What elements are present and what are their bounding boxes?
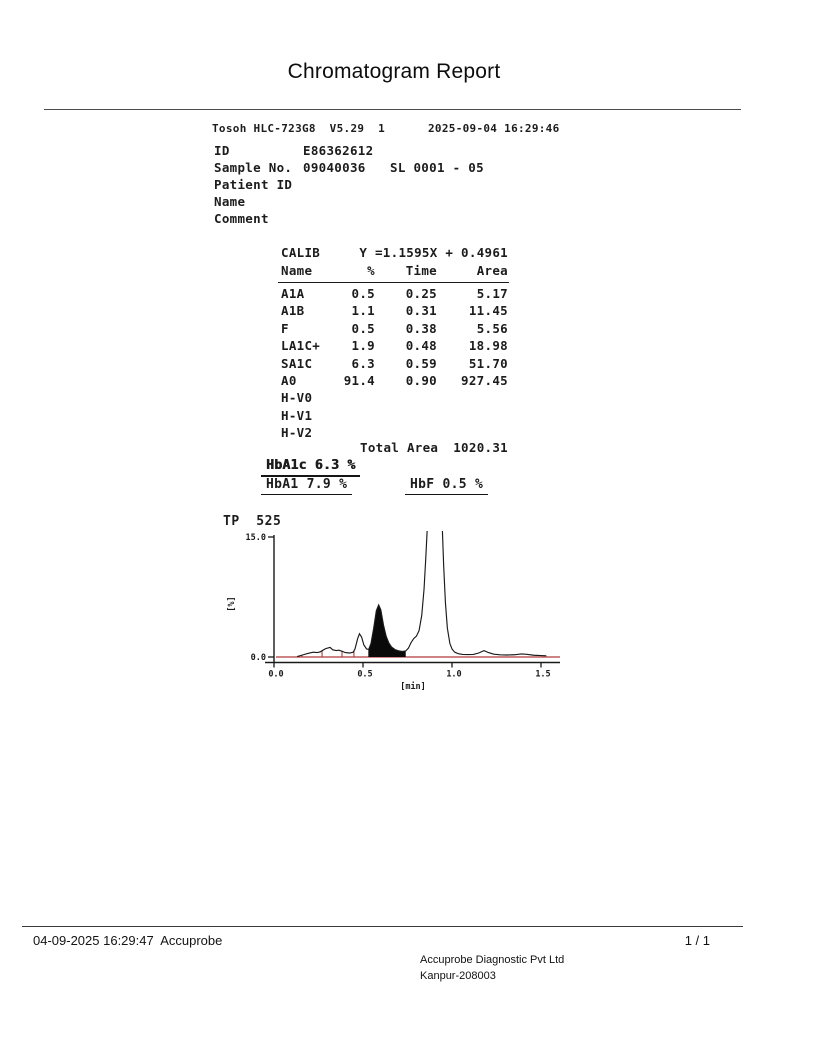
calib-equation: Y =1.1595X + 0.4961 (359, 245, 508, 260)
table-cell: A1B (281, 303, 305, 319)
result-hba1c: HbA1c 6.3 % (261, 458, 360, 477)
calib-label: CALIB (281, 245, 321, 260)
table-cell: 5.56 (476, 320, 508, 336)
y-min-label: 0.0 (250, 653, 266, 663)
x-tick-label: 1.0 (446, 669, 462, 680)
table-cell: LA1C+ (281, 338, 321, 354)
table-cell: 6.3 (351, 355, 375, 371)
table-cell: A0 (281, 373, 297, 388)
col-header-time: Time (405, 263, 437, 278)
total-area-label: Total Area (360, 440, 439, 455)
table-cell: 927.45 (461, 373, 508, 388)
footer-company-name: Accuprobe Diagnostic Pvt Ltd (420, 954, 565, 966)
col-header-area: Area (476, 263, 508, 278)
result-hba1: HbA1 7.9 % (261, 477, 352, 495)
header-divider (44, 109, 741, 110)
footer-page-number: 1 / 1 (684, 933, 710, 948)
footer-timestamp: 04-09-2025 16:29:47 Accuprobe (33, 933, 223, 948)
table-cell: H-V2 (281, 425, 313, 441)
footer-divider (22, 926, 743, 927)
table-cell: H-V0 (281, 390, 313, 406)
table-cell: 11.45 (468, 303, 508, 319)
col-header-percent: % (367, 263, 375, 278)
table-cell: 18.98 (468, 338, 508, 354)
table-cell: F (281, 320, 289, 336)
field-label: Sample No. (214, 160, 293, 175)
table-cell: 91.4 (343, 373, 375, 388)
table-cell: 0.59 (405, 355, 437, 371)
field-extra: SL 0001 - 05 (390, 160, 484, 175)
field-value: 09040036 (303, 160, 366, 175)
table-cell: 1.9 (351, 338, 375, 354)
table-cell: 1.1 (351, 303, 375, 319)
instrument-line: Tosoh HLC-723G8 V5.29 1 (212, 122, 386, 135)
y-axis-label: [%] (227, 596, 237, 612)
y-max-label: 15.0 (245, 533, 266, 543)
table-cell: 0.38 (405, 320, 437, 336)
field-label: ID (214, 143, 230, 158)
col-header-name: Name (281, 263, 313, 278)
table-header-rule (278, 282, 509, 283)
table-cell: 51.70 (468, 355, 508, 371)
table-cell: 0.48 (405, 338, 437, 354)
field-label: Comment (214, 211, 269, 226)
table-cell: SA1C (281, 355, 313, 371)
footer-company-city: Kanpur-208003 (420, 970, 496, 982)
field-label: Patient ID (214, 177, 293, 192)
field-value: E86362612 (303, 143, 374, 158)
result-hbf: HbF 0.5 % (405, 477, 488, 495)
table-cell: 0.25 (405, 286, 437, 301)
table-cell: 0.90 (405, 373, 437, 388)
chromatogram-trace (297, 525, 546, 657)
x-axis-label: [min] (400, 682, 426, 692)
table-cell: 5.17 (476, 286, 508, 301)
chromatogram-chart (220, 512, 570, 697)
chart-header-tp: TP 525 (223, 514, 282, 529)
x-tick-label: 0.5 (357, 669, 373, 680)
field-label: Name (214, 194, 246, 209)
x-tick-label: 1.5 (535, 669, 551, 680)
filled-peak-sa1c (368, 605, 405, 657)
table-cell: 0.5 (351, 320, 375, 336)
x-tick-label: 0.0 (268, 669, 284, 680)
total-area-value: 1020.31 (453, 440, 508, 455)
table-cell: 0.5 (351, 286, 375, 301)
page-title: Chromatogram Report (287, 60, 501, 83)
table-cell: A1A (281, 286, 305, 301)
table-cell: H-V1 (281, 407, 313, 423)
table-cell: 0.31 (405, 303, 437, 319)
run-datetime: 2025-09-04 16:29:46 (428, 122, 560, 135)
